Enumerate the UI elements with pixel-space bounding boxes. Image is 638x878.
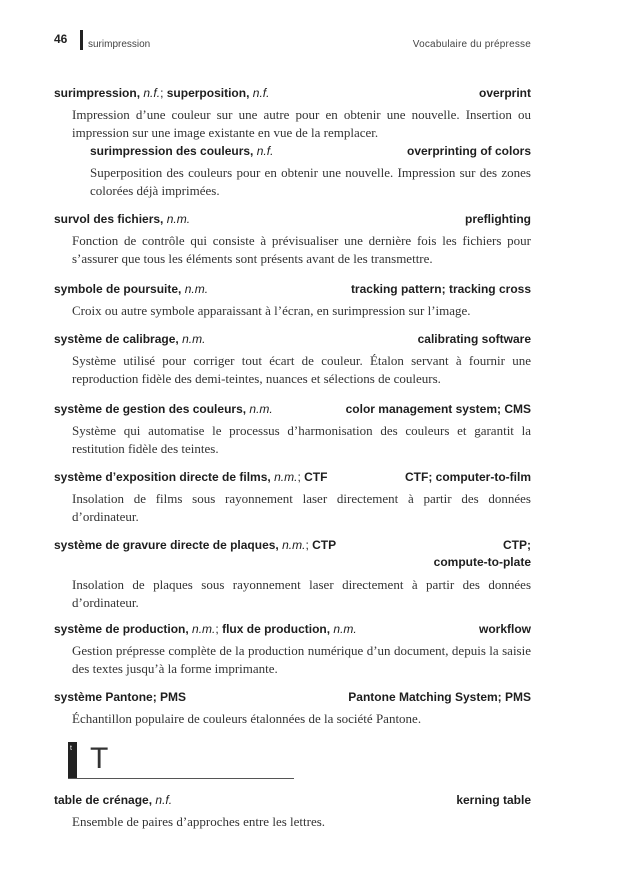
entry-headword (54, 402, 531, 420)
glossary-subentry (90, 144, 531, 200)
fr-term: survol des fichiers, (54, 212, 164, 226)
running-head-left: surimpression (88, 39, 151, 50)
glossary-entry (54, 212, 531, 268)
grammar-tag: n.m. (184, 282, 209, 296)
entry-definition: Système utilisé pour corriger tout écart de couleur. Étalon servant à fournir une reproduction fidèle des demi-teintes, nuances et sélections de couleurs. (72, 353, 531, 386)
fr-synonym: superposition, (166, 86, 250, 100)
term-separator: ; (215, 622, 219, 636)
en-equivalent: Pantone Matching System; PMS (348, 690, 531, 704)
grammar-tag: n.m. (249, 402, 273, 416)
grammar-tag: n.m. (282, 538, 306, 552)
en-equivalent: kerning table (456, 793, 531, 807)
entry-headword (54, 282, 531, 300)
term-separator: ; (160, 86, 164, 100)
en-equivalent: overprint (478, 86, 531, 100)
page-header (54, 30, 531, 50)
fr-term: système de production, (54, 622, 189, 636)
fr-term: symbole de poursuite, (54, 282, 182, 296)
entry-headword (54, 690, 531, 708)
section-letter-big: T (90, 742, 109, 775)
entry-definition: Ensemble de paires d’approches entre les lettres. (72, 814, 326, 829)
fr-term: système d’exposition directe de films, (54, 470, 271, 484)
fr-term: système de gravure directe de plaques, (54, 538, 279, 552)
fr-term: table de crénage, (54, 793, 153, 807)
grammar-tag: n.m. (333, 622, 357, 636)
term-separator: ; (305, 538, 309, 552)
glossary-entry (54, 690, 531, 728)
entry-definition: Échantillon populaire de couleurs étalonnées de la société Pantone. (72, 711, 422, 726)
grammar-tag: n.f. (155, 793, 173, 807)
fr-term: surimpression des couleurs, (90, 144, 254, 158)
fr-synonym: CTP (312, 538, 337, 552)
entry-headword (90, 144, 531, 162)
entry-headword (54, 470, 531, 488)
en-equivalent: CTF; computer-to-film (405, 470, 531, 484)
en-equivalent: workflow (478, 622, 531, 636)
en-equivalent-continued: compute-to-plate (433, 555, 531, 569)
section-letter-small: t (70, 745, 72, 752)
glossary-entry (54, 793, 531, 831)
entry-definition: Fonction de contrôle qui consiste à prévisualiser une dernière fois les fichiers pour s’assurer que tous les éléments sont présents avant de les transmettre. (72, 233, 531, 266)
entry-headword (54, 86, 531, 104)
header-divider (80, 30, 83, 50)
fr-term: système de gestion des couleurs, (54, 402, 247, 416)
entry-definition: Impression d’une couleur sur une autre pour en obtenir une nouvelle. Insertion ou impression sur une image existante en vue de la remplacer. (72, 107, 531, 140)
en-equivalent: overprinting of colors (406, 144, 531, 158)
grammar-tag: n.m. (274, 470, 298, 484)
glossary-entry (54, 470, 531, 526)
grammar-tag: n.f. (143, 86, 161, 100)
section-rule (68, 778, 294, 779)
page-number: 46 (54, 32, 68, 46)
entry-headword (54, 332, 531, 350)
entry-headword (54, 538, 531, 574)
entry-definition: Insolation de films sous rayonnement laser directement à partir des données d’ordinateur. (72, 491, 531, 524)
en-equivalent: CTP; (503, 538, 531, 552)
glossary-entry (54, 622, 531, 678)
section-letter-tab (68, 742, 77, 778)
section-letter-header (68, 742, 294, 780)
grammar-tag: n.m. (166, 212, 191, 226)
entry-headword (54, 212, 531, 230)
glossary-entry (54, 282, 531, 320)
fr-synonym: flux de production, (222, 622, 331, 636)
glossary-entry (54, 402, 531, 458)
fr-term: surimpression, (54, 86, 141, 100)
entry-headword (54, 622, 531, 640)
running-head-right: Vocabulaire du prépresse (412, 39, 531, 50)
entry-headword (54, 793, 531, 811)
en-equivalent: calibrating software (417, 332, 531, 346)
fr-term: système de calibrage, (54, 332, 179, 346)
grammar-tag: n.m. (192, 622, 216, 636)
en-equivalent: preflighting (465, 212, 531, 226)
en-equivalent: tracking pattern; tracking cross (350, 282, 531, 296)
glossary-entry (54, 332, 531, 388)
grammar-tag: n.f. (256, 144, 274, 158)
entry-definition: Gestion prépresse complète de la production numérique d’un document, depuis la saisie des textes jusqu’à la forme imprimante. (72, 643, 531, 676)
entry-definition: Système qui automatise le processus d’harmonisation des couleurs et garantit la restitution fidèle des teintes. (72, 423, 531, 456)
grammar-tag: n.m. (182, 332, 206, 346)
en-equivalent: color management system; CMS (345, 402, 531, 416)
glossary-entry (54, 86, 531, 142)
entry-definition: Insolation de plaques sous rayonnement laser directement à partir des données d’ordinateur. (72, 577, 531, 610)
fr-synonym: CTF (304, 470, 328, 484)
term-separator: ; (297, 470, 301, 484)
grammar-tag: n.f. (252, 86, 270, 100)
entry-definition: Croix ou autre symbole apparaissant à l’écran, en surimpression sur l’image. (72, 303, 471, 318)
entry-definition: Superposition des couleurs pour en obtenir une nouvelle. Impression sur des zones colorées déjà imprimées. (90, 165, 531, 198)
fr-term: système Pantone; PMS (54, 690, 187, 704)
glossary-entry (54, 538, 531, 612)
